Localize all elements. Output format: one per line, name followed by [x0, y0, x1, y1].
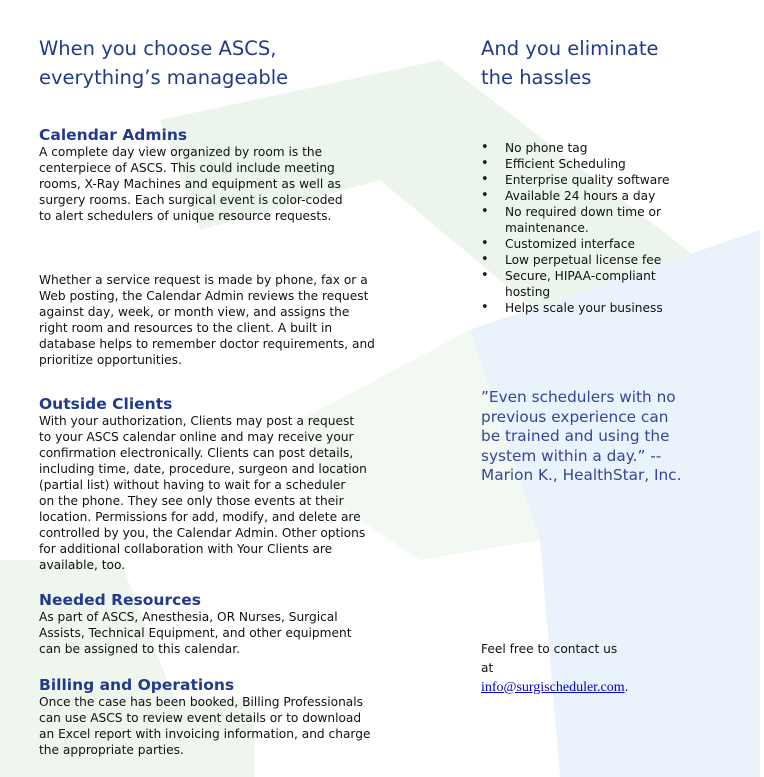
text-line: an Excel report with invoicing information, and charge [39, 727, 371, 741]
list-item [481, 236, 751, 252]
quote-line: ”Even schedulers with no [481, 388, 676, 406]
text-line: prioritize opportunities. [39, 353, 182, 367]
contact-line: Feel free to contact us [481, 641, 618, 656]
list-item [481, 188, 751, 204]
list-item-text: Secure, HIPAA-compliant [505, 269, 656, 283]
text-line: against day, week, or month view, and assigns the [39, 305, 350, 319]
left-headline [39, 34, 414, 92]
text-line: A complete day view organized by room is the [39, 145, 323, 159]
text-line: location. Permissions for add, modify, and delete are [39, 510, 361, 524]
text-line: for additional collaboration with Your Clients are [39, 542, 333, 556]
paragraph [39, 144, 414, 224]
headline-line: the hassles [481, 66, 592, 89]
text-line: right room and resources to the client. A built in [39, 321, 333, 335]
list-item-text: Available 24 hours a day [505, 189, 656, 203]
section-calendar-admins [39, 126, 414, 368]
headline-line: And you eliminate [481, 37, 659, 60]
quote-line: be trained and using the [481, 427, 670, 445]
list-item [481, 300, 751, 316]
text-line: controlled by you, the Calendar Admin. Other options [39, 526, 366, 540]
email-link[interactable]: info@surgischeduler.com [481, 679, 625, 695]
list-item [481, 252, 751, 268]
list-item [481, 156, 751, 172]
paragraph [39, 694, 414, 758]
headline-line: everything’s manageable [39, 66, 289, 89]
text-line: confirmation electronically. Clients can post details, [39, 446, 354, 460]
section-outside-clients [39, 395, 414, 573]
text-line: Web posting, the Calendar Admin reviews the request [39, 289, 369, 303]
list-item [481, 204, 751, 236]
list-item-text: No required down time or [505, 205, 662, 219]
section-needed-resources [39, 591, 414, 657]
list-item [481, 172, 751, 188]
text-line: to your ASCS calendar online and may receive your [39, 430, 354, 444]
quote-line: previous experience can [481, 407, 669, 426]
left-column [39, 34, 414, 758]
text-line: database helps to remember doctor requirements, and [39, 337, 375, 351]
text-line: rooms, X-Ray Machines and equipment as well as [39, 177, 342, 191]
text-line: Assists, Technical Equipment, and other equipment [39, 626, 352, 640]
section-title: Outside Clients [39, 395, 173, 413]
text-line: including time, date, procedure, surgeon and location [39, 462, 367, 476]
contact-line: at [481, 660, 494, 675]
text-line: (partial list) without having to wait for a scheduler [39, 478, 346, 492]
list-item-text: Low perpetual license fee [505, 253, 662, 267]
section-title: Calendar Admins [39, 126, 188, 144]
section-title: Billing and Operations [39, 676, 235, 694]
text-line: centerpiece of ASCS. This could include meeting [39, 161, 335, 175]
text-line: on the phone. They see only those events at their [39, 494, 344, 508]
quote-line: Marion K., HealthStar, Inc. [481, 466, 682, 484]
right-column [481, 34, 751, 697]
text-line: As part of ASCS, Anesthesia, OR Nurses, Surgical [39, 610, 338, 624]
contact-punctuation: . [624, 679, 629, 694]
list-item-text: Customized interface [505, 237, 635, 251]
paragraph [39, 413, 414, 573]
text-line: to alert schedulers of unique resource requests. [39, 209, 332, 223]
list-item-text: Helps scale your business [505, 301, 663, 315]
quote-line: system within a day.” -- [481, 446, 662, 465]
text-line: the appropriate parties. [39, 743, 184, 757]
right-headline [481, 34, 751, 92]
section-title: Needed Resources [39, 591, 202, 609]
text-line: available, too. [39, 558, 126, 572]
list-item [481, 268, 751, 300]
list-item-text: hosting [505, 285, 551, 299]
text-line: can use ASCS to review event details or to download [39, 711, 362, 725]
section-billing-operations [39, 676, 414, 758]
text-line: can be assigned to this calendar. [39, 642, 240, 656]
paragraph [39, 272, 414, 368]
list-item-text: Efficient Scheduling [505, 157, 626, 171]
paragraph [39, 609, 414, 657]
text-line: With your authorization, Clients may post a request [39, 414, 355, 428]
contact-info [481, 640, 751, 697]
benefits-list [481, 140, 751, 316]
text-line: surgery rooms. Each surgical event is color-coded [39, 193, 343, 207]
list-item-text: Enterprise quality software [505, 173, 670, 187]
list-item-text: No phone tag [505, 141, 588, 155]
text-line: Once the case has been booked, Billing Professionals [39, 695, 363, 709]
testimonial-quote [481, 388, 751, 486]
list-item [481, 140, 751, 156]
headline-line: When you choose ASCS, [39, 37, 277, 60]
text-line: Whether a service request is made by phone, fax or a [39, 273, 368, 287]
list-item-text: maintenance. [505, 221, 589, 235]
